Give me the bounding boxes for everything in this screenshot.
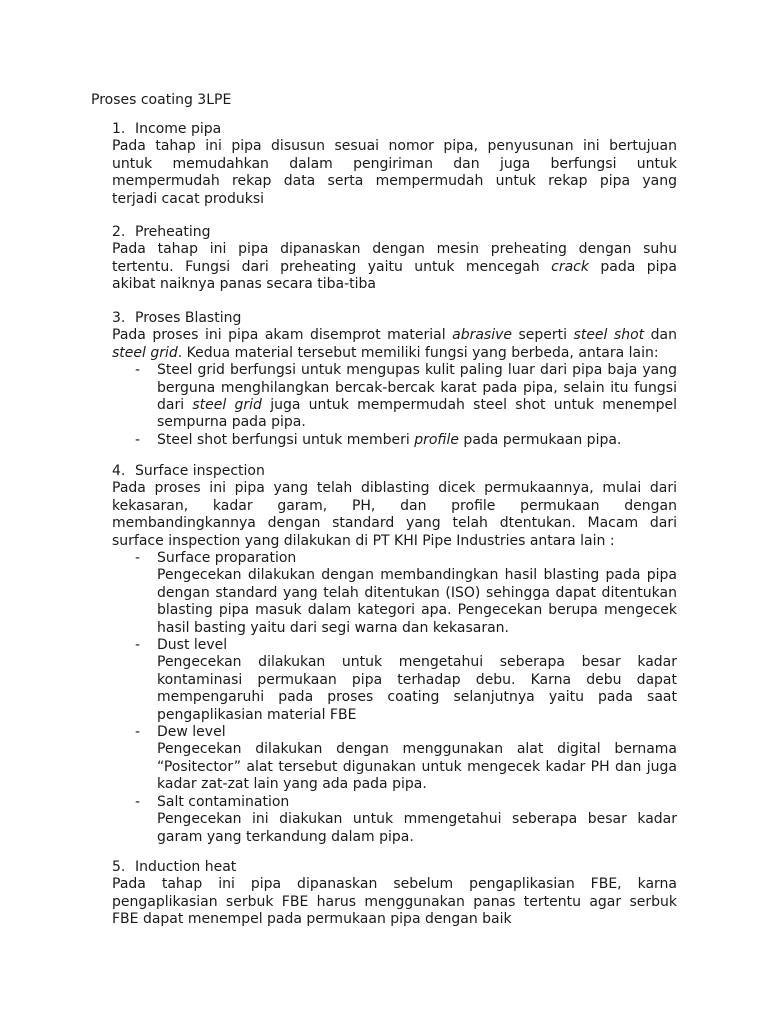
section-title: Surface inspection: [135, 463, 265, 479]
paragraph-line: pengaplikasian serbuk FBE harus menggunakan panas tertentu agar serbuk: [112, 893, 677, 910]
bullet-list: [135, 362, 677, 449]
paragraph-line: [112, 345, 677, 362]
section-paragraph: [112, 480, 677, 550]
text-run: tertentu. Fungsi dari preheating yaitu untuk mencegah: [112, 258, 552, 275]
paragraph-line: Pada tahap ini pipa dipanaskan sebelum pengaplikasian FBE, karna: [112, 876, 677, 893]
bullet-title: Salt contamination: [157, 793, 290, 810]
section-paragraph: [112, 876, 677, 928]
bullet-line: pengaplikasian material FBE: [157, 706, 357, 723]
bullet-line: mempengaruhi pada proses coating selanjutnya yaitu pada saat: [157, 689, 677, 706]
bullet-title: Surface proparation: [157, 550, 297, 567]
bullet-line: blasting pipa masuk dalam kategori apa. Pengecekan berupa mengecek: [157, 602, 677, 619]
bullet-line: Pengecekan dilakukan dengan menggunakan alat digital bernama: [157, 741, 677, 758]
bullet-line: [157, 397, 677, 414]
bullet-dash: -: [135, 362, 141, 379]
section-proses-blasting: [112, 310, 677, 449]
paragraph-line: [112, 327, 677, 344]
paragraph-line: Pada proses ini pipa yang telah diblasting dicek permukaannya, mulai dari: [112, 480, 677, 497]
bullet-line: berguna menghilangkan bercak-bercak karat pada pipa, selain itu fungsi: [157, 379, 677, 396]
bullet-line: dengan standard yang telah ditentukan (ISO) sehingga dapat ditentukan: [157, 584, 677, 601]
bullet-item: [135, 724, 677, 794]
bullet-line: Pengecekan dilakukan dengan membandingkan hasil blasting pada pipa: [157, 567, 677, 584]
bullet-line: [157, 432, 677, 449]
bullet-line: kadar zat-zat lain yang ada pada pipa.: [157, 776, 427, 793]
section-surface-inspection: [112, 463, 677, 846]
paragraph-line: Pada tahap ini pipa disusun sesuai nomor pipa, penyusunan ini bertujuan: [112, 138, 677, 155]
bullet-line: Steel grid berfungsi untuk mengupas kulit paling luar dari pipa baja yang: [157, 362, 677, 379]
bullet-item: [135, 432, 677, 449]
bullet-item: [135, 550, 677, 637]
text-run: Steel shot berfungsi untuk memberi: [157, 431, 415, 448]
bullet-dash: -: [135, 793, 141, 810]
italic-term: abrasive: [452, 327, 512, 344]
paragraph-line: FBE dapat menempel pada permukaan pipa dengan baik: [112, 911, 512, 928]
section-income-pipa: [112, 121, 677, 208]
section-title: Preheating: [135, 224, 211, 240]
italic-term: crack: [551, 258, 589, 275]
bullet-item: [135, 362, 677, 432]
section-heading: [112, 310, 677, 327]
text-run: Pada proses ini pipa akam disemprot material: [112, 327, 453, 344]
bullet-line: “Positector” alat tersebut digunakan untuk mengecek kadar PH dan juga: [157, 758, 677, 775]
bullet-dash: -: [135, 550, 141, 567]
section-paragraph: [112, 138, 677, 208]
text-run: dan: [644, 327, 677, 344]
paragraph-line: surface inspection yang dilakukan di PT KHI Pipe Industries antara lain :: [112, 532, 615, 549]
section-number: 1.: [112, 121, 126, 137]
text-run: seperti: [512, 327, 574, 344]
text-run: dari: [157, 397, 193, 414]
bullet-line: sempurna pada pipa.: [157, 414, 306, 431]
section-number: 2.: [112, 224, 126, 240]
paragraph-line: untuk memudahkan dalam pengiriman dan juga berfungsi untuk: [112, 155, 677, 172]
bullet-title: Dew level: [157, 724, 226, 741]
bullet-line: Pengecekan dilakukan untuk mengetahui seberapa besar kadar: [157, 654, 677, 671]
section-title: Income pipa: [135, 121, 222, 137]
bullet-line: Pengecekan ini diakukan untuk mmengetahui seberapa besar kadar: [157, 811, 677, 828]
text-run: pada pipa: [588, 258, 677, 275]
section-heading: [112, 224, 677, 241]
bullet-line: garam yang terkandung dalam pipa.: [157, 828, 414, 845]
section-number: 5.: [112, 859, 126, 875]
bullet-line: kontaminasi permukaan pipa terhadap debu. Karna debu dapat: [157, 671, 677, 688]
bullet-item: [135, 637, 677, 724]
section-heading: [112, 121, 677, 138]
section-paragraph: [112, 241, 677, 293]
document-title: Proses coating 3LPE: [91, 92, 232, 108]
paragraph-line: kekasaran, kadar garam, PH, dan profile permukaan dengan: [112, 497, 677, 514]
italic-term: steel grid: [192, 397, 262, 414]
section-title: Proses Blasting: [135, 310, 242, 326]
paragraph-line: akibat naiknya panas secara tiba-tiba: [112, 276, 376, 293]
paragraph-line: Pada tahap ini pipa dipanaskan dengan mesin preheating dengan suhu: [112, 241, 677, 258]
italic-term: steel shot: [573, 327, 645, 344]
section-heading: [112, 463, 677, 480]
section-title: Induction heat: [135, 859, 237, 875]
bullet-line: hasil basting yaitu dari segi warna dan kekasaran.: [157, 619, 510, 636]
section-paragraph: [112, 327, 677, 362]
bullet-title: Dust level: [157, 637, 228, 654]
bullet-list: [135, 550, 677, 846]
text-run: . Kedua material tersebut memiliki fungsi yang berbeda, antara lain:: [177, 344, 659, 361]
section-induction-heat: [112, 859, 677, 929]
paragraph-line: mempermudah rekap data serta mempermudah untuk rekap pipa yang: [112, 173, 677, 190]
paragraph-line: membandingkannya dengan standard yang telah dtentukan. Macam dari: [112, 515, 677, 532]
italic-term: profile: [414, 431, 459, 448]
paragraph-line: [112, 259, 677, 276]
bullet-dash: -: [135, 637, 141, 654]
text-run: pada permukaan pipa.: [458, 431, 622, 448]
section-number: 3.: [112, 310, 126, 326]
bullet-dash: -: [135, 431, 141, 448]
text-run: juga untuk mempermudah steel shot untuk menempel: [261, 397, 678, 414]
bullet-item: [135, 794, 677, 846]
bullet-dash: -: [135, 724, 141, 741]
section-preheating: [112, 224, 677, 294]
section-number: 4.: [112, 463, 126, 479]
italic-term: steel grid: [112, 344, 178, 361]
section-heading: [112, 859, 677, 876]
paragraph-line: terjadi cacat produksi: [112, 190, 264, 207]
